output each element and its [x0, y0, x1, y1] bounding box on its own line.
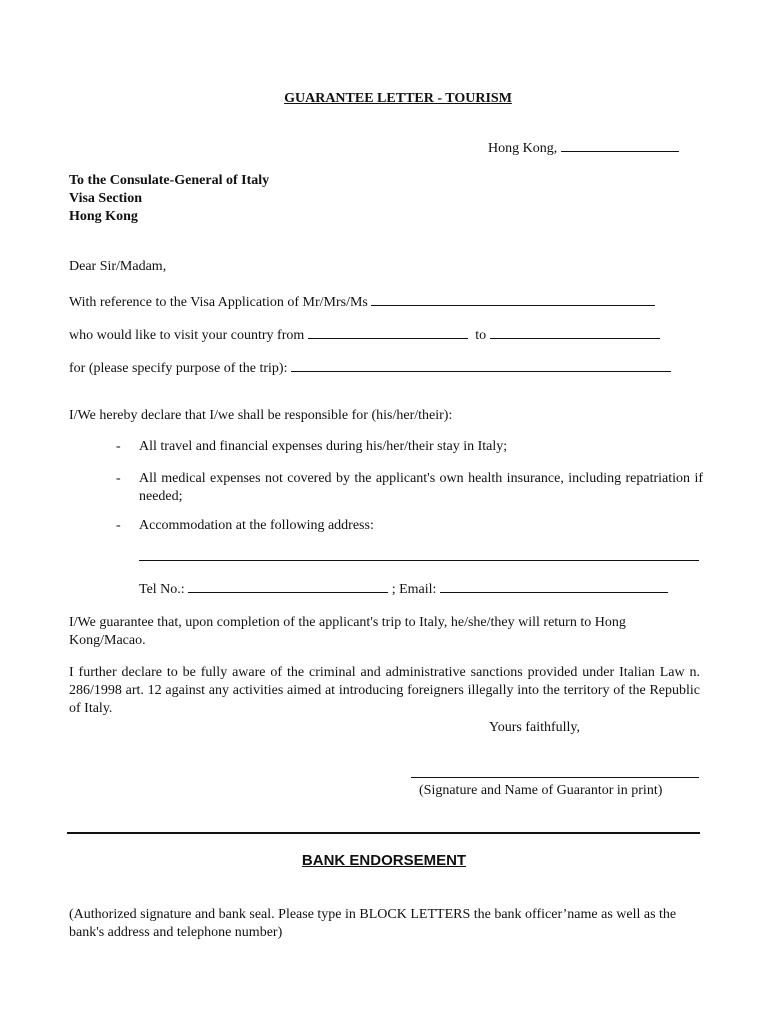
place-date-line	[488, 138, 679, 158]
bank-endorsement-heading-text: BANK ENDORSEMENT	[301, 852, 467, 869]
tel-label: Tel No.:	[139, 582, 185, 597]
visit-from-label: who would like to visit your country from	[69, 328, 305, 343]
accommodation-address-field[interactable]	[139, 547, 699, 561]
tel-field[interactable]	[188, 579, 388, 593]
purpose-field[interactable]	[291, 358, 671, 372]
contact-line	[139, 579, 668, 599]
visit-dates-line	[69, 325, 660, 345]
date-field[interactable]	[561, 138, 679, 152]
section-divider	[67, 832, 700, 834]
document-title: GUARANTEE LETTER - TOURISM	[284, 91, 512, 106]
applicant-name-line	[69, 292, 655, 312]
recipient-line-3: Hong Kong	[69, 209, 138, 224]
email-label: ; Email:	[391, 582, 437, 597]
bullet-travel-expenses: All travel and financial expenses during his/her/their stay in Italy;	[139, 439, 508, 454]
bullet-medical-expenses: All medical expenses not covered by the applicant's own health insurance, including repatriation if needed;	[139, 471, 703, 504]
visit-to-field[interactable]	[490, 325, 660, 339]
purpose-line	[69, 358, 671, 378]
purpose-label: for (please specify purpose of the trip):	[69, 361, 288, 376]
visit-from-field[interactable]	[308, 325, 468, 339]
recipient-line-2: Visa Section	[69, 191, 142, 206]
place-date-label: Hong Kong,	[488, 141, 558, 156]
bullet-dash: -	[116, 439, 121, 454]
bullet-dash: -	[116, 471, 121, 486]
further-declaration-paragraph: I further declare to be fully aware of the criminal and administrative sanctions provided under Italian Law n. 286/1998 art. 12 against any activities aimed at introducing foreigners illegally into the territory of the Republic of Italy.	[69, 665, 700, 716]
signature-field[interactable]	[411, 764, 699, 778]
salutation: Dear Sir/Madam,	[69, 259, 167, 274]
bank-endorsement-note: (Authorized signature and bank seal. Please type in BLOCK LETTERS the bank officer’name as well as the bank's address and telephone number)	[69, 907, 677, 940]
applicant-name-field[interactable]	[371, 292, 655, 306]
applicant-name-label: With reference to the Visa Application of Mr/Mrs/Ms	[69, 295, 368, 310]
email-field[interactable]	[440, 579, 668, 593]
bullet-accommodation: Accommodation at the following address:	[139, 518, 374, 533]
bank-endorsement-heading	[0, 852, 768, 870]
closing: Yours faithfully,	[489, 720, 581, 735]
signature-caption: (Signature and Name of Guarantor in print)	[419, 783, 663, 798]
recipient-line-1: To the Consulate-General of Italy	[69, 173, 270, 188]
visit-to-label: to	[475, 328, 487, 343]
declaration-text: I/We hereby declare that I/we shall be responsible for (his/her/their):	[69, 408, 453, 423]
guarantee-paragraph: I/We guarantee that, upon completion of the applicant's trip to Italy, he/she/they will return to Hong Kong/Macao.	[69, 615, 626, 648]
bullet-dash: -	[116, 518, 121, 533]
